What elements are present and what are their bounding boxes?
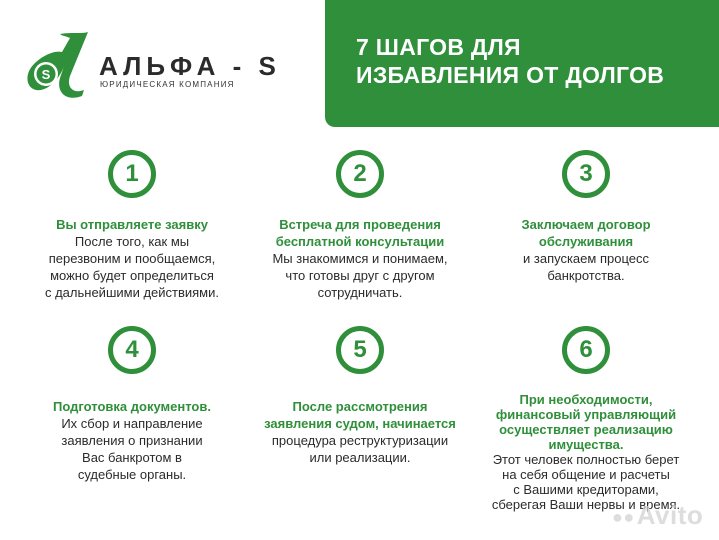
step-description	[240, 432, 480, 466]
step-desc-line: судебные органы.	[77, 467, 187, 482]
step-description	[12, 233, 252, 301]
step-title-line: При необходимости,	[519, 392, 653, 407]
step-desc-line: банкротства.	[547, 268, 625, 283]
step-desc-line: Вас банкротом в	[82, 450, 182, 465]
step-desc-line: сотрудничать.	[317, 285, 403, 300]
step-title-line: заявления судом, начинается	[264, 416, 456, 431]
step-title	[12, 216, 252, 233]
watermark-text: Avito	[636, 500, 704, 530]
brand-name: АЛЬФА - S	[99, 51, 281, 81]
step-title	[240, 398, 480, 432]
step-desc-line: Их сбор и направление	[61, 416, 203, 431]
step-desc-line: Мы знакомимся и понимаем,	[272, 251, 448, 266]
step-title-line: имущества.	[548, 437, 624, 452]
step-description	[466, 250, 706, 284]
step-number-badge: 3	[562, 150, 610, 198]
step-title-line: обслуживания	[538, 234, 634, 249]
step-title-line: После рассмотрения	[292, 399, 428, 414]
logo-letter: S	[41, 67, 51, 82]
page-title-line-1: 7 ШАГОВ ДЛЯ	[356, 34, 521, 60]
step-desc-line: Этот человек полностью берет	[492, 452, 680, 467]
step-title-line: Подготовка документов.	[53, 399, 211, 414]
step-desc-line: После того, как мы	[74, 234, 190, 249]
step-title	[240, 216, 480, 250]
step-3	[466, 150, 706, 284]
step-description	[12, 415, 252, 483]
step-number-badge: 6	[562, 326, 610, 374]
step-desc-line: или реализации.	[309, 450, 411, 465]
step-1	[12, 150, 252, 301]
step-4	[12, 326, 252, 483]
step-title	[466, 216, 706, 250]
step-desc-line: с Вашими кредиторами,	[513, 482, 659, 497]
step-title-line: Встреча для проведения	[279, 217, 441, 232]
step-desc-line: сберегая Ваши нервы и время.	[491, 497, 681, 512]
step-title	[466, 392, 706, 452]
step-desc-line: заявления о признании	[61, 433, 203, 448]
step-title-line: Вы отправляете заявку	[56, 217, 208, 232]
step-2	[240, 150, 480, 301]
header-band	[325, 0, 719, 127]
step-number-badge: 1	[108, 150, 156, 198]
brand-subtitle: ЮРИДИЧЕСКАЯ КОМПАНИЯ	[100, 80, 235, 89]
avito-watermark	[612, 500, 703, 531]
step-description	[240, 250, 480, 301]
brand-logo	[26, 30, 96, 100]
step-title-line: бесплатной консультации	[275, 234, 445, 249]
step-desc-line: можно будет определиться	[50, 268, 214, 283]
step-desc-line: с дальнейшими действиями.	[44, 285, 219, 300]
step-title-line: финансовый управляющий	[495, 407, 677, 422]
step-number-badge: 2	[336, 150, 384, 198]
step-desc-line: и запускаем процесс	[523, 251, 649, 266]
avito-dots-icon: ●●	[612, 506, 635, 527]
step-title	[12, 398, 252, 415]
step-desc-line: что готовы друг с другом	[285, 268, 435, 283]
page-title	[356, 33, 664, 89]
step-desc-line: перезвоним и пообщаемся,	[48, 251, 216, 266]
step-5	[240, 326, 480, 466]
page-title-line-2: ИЗБАВЛЕНИЯ ОТ ДОЛГОВ	[356, 62, 665, 88]
step-desc-line: на себя общение и расчеты	[502, 467, 670, 482]
step-number-badge: 4	[108, 326, 156, 374]
step-title-line: осуществляет реализацию	[499, 422, 673, 437]
step-number-badge: 5	[336, 326, 384, 374]
step-6	[466, 326, 706, 512]
step-desc-line: процедура реструктуризации	[271, 433, 449, 448]
step-title-line: Заключаем договор	[521, 217, 651, 232]
logo-swoosh-icon	[27, 32, 88, 98]
